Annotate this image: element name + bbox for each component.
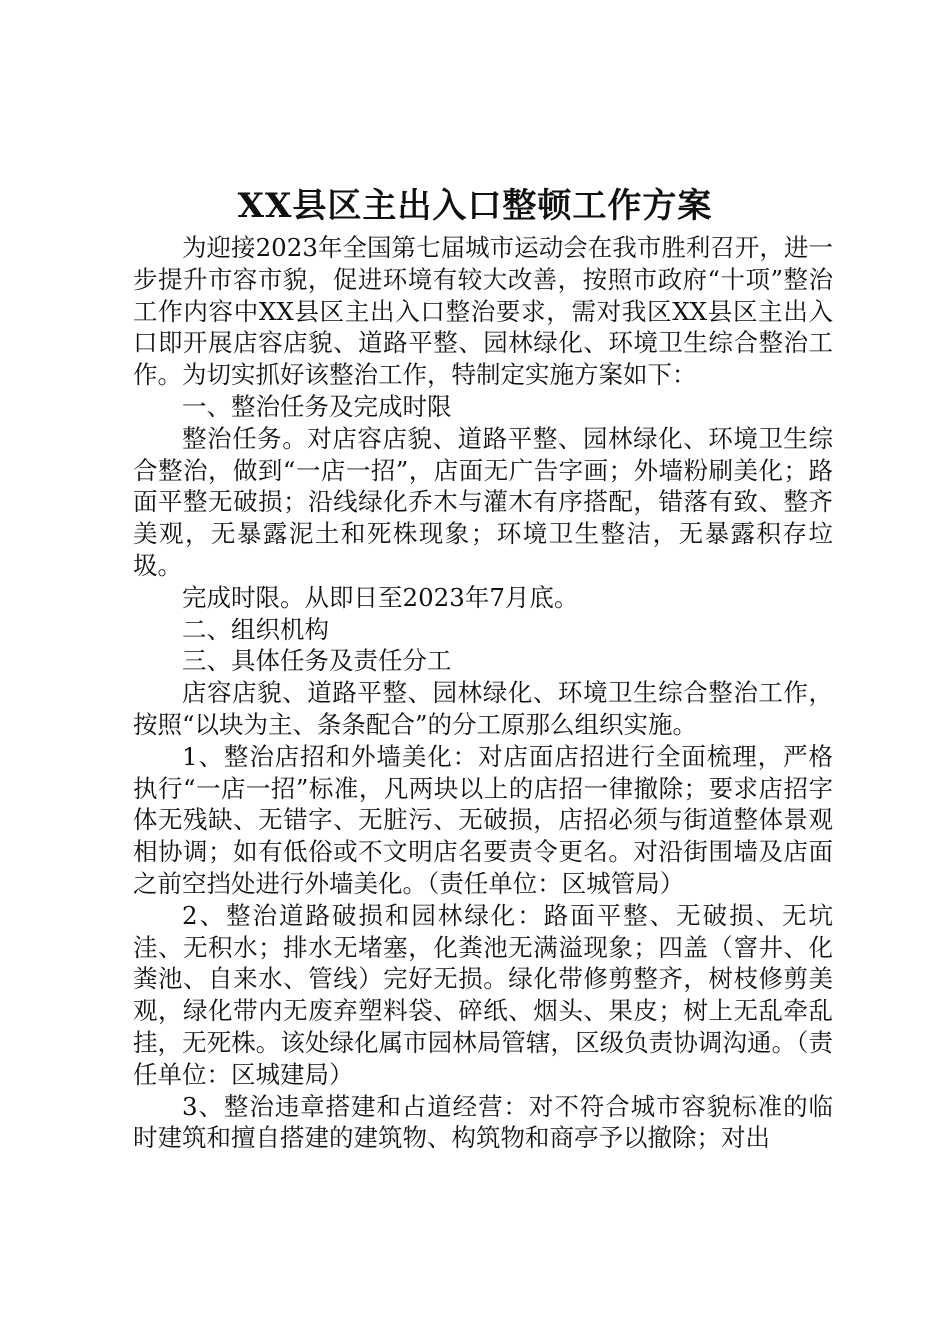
paragraph-item-3: 3、整治违章搭建和占道经营：对不符合城市容貌标准的临时建筑和擅自搭建的建筑物、构筑物和商亭予以撤除；对出	[133, 1091, 833, 1153]
paragraph-tasks: 整治任务。对店容店貌、道路平整、园林绿化、环境卫生综合整治，做到“一店一招”，店面无广告字画；外墙粉刷美化；路面平整无破损；沿线绿化乔木与灌木有序搭配，错落有致、整齐美观，无暴露泥土和死株现象；环境卫生整洁，无暴露积存垃圾。	[133, 423, 833, 580]
paragraph-item-2: 2、整治道路破损和园林绿化：路面平整、无破损、无坑洼、无积水；排水无堵塞，化粪池无满溢现象；四盖（窨井、化粪池、自来水、管线）完好无损。绿化带修剪整齐，树枝修剪美观，绿化带内无废弃塑料袋、碎纸、烟头、果皮；树上无乱牵乱挂，无死株。该处绿化属市园林局管辖，区级负责协调沟通。（责任单位：区城建局）	[133, 900, 833, 1089]
heading-section-1: 一、整治任务及完成时限	[182, 391, 452, 421]
document-title: XX县区主出入口整顿工作方案	[237, 186, 713, 226]
paragraph-intro: 为迎接2023年全国第七届城市运动会在我市胜利召开，进一步提升市容市貌，促进环境有较大改善，按照市政府“十项”整治工作内容中XX县区主出入口整治要求，需对我区XX县区主出入口即开展店容店貌、道路平整、园林绿化、环境卫生综合整治工作。为切实抓好该整治工作，特制定实施方案如下：	[133, 233, 833, 390]
paragraph-division: 店容店貌、道路平整、园林绿化、环境卫生综合整治工作，按照“以块为主、条条配合”的分工原那么组织实施。	[133, 678, 833, 739]
heading-section-2: 二、组织机构	[182, 614, 329, 644]
document-body	[133, 232, 833, 1154]
paragraph-deadline: 完成时限。从即日至2023年7月底。	[182, 582, 579, 612]
paragraph-item-1: 1、整治店招和外墙美化：对店面店招进行全面梳理，严格执行“一店一招”标准，凡两块以上的店招一律撤除；要求店招字体无残缺、无错字、无脏污、无破损，店招必须与街道整体景观相协调；如有低俗或不文明店名要责令更名。对沿街围墙及店面之前空挡处进行外墙美化。（责任单位：区城管局）	[133, 741, 833, 898]
heading-section-3: 三、具体任务及责任分工	[182, 646, 452, 676]
